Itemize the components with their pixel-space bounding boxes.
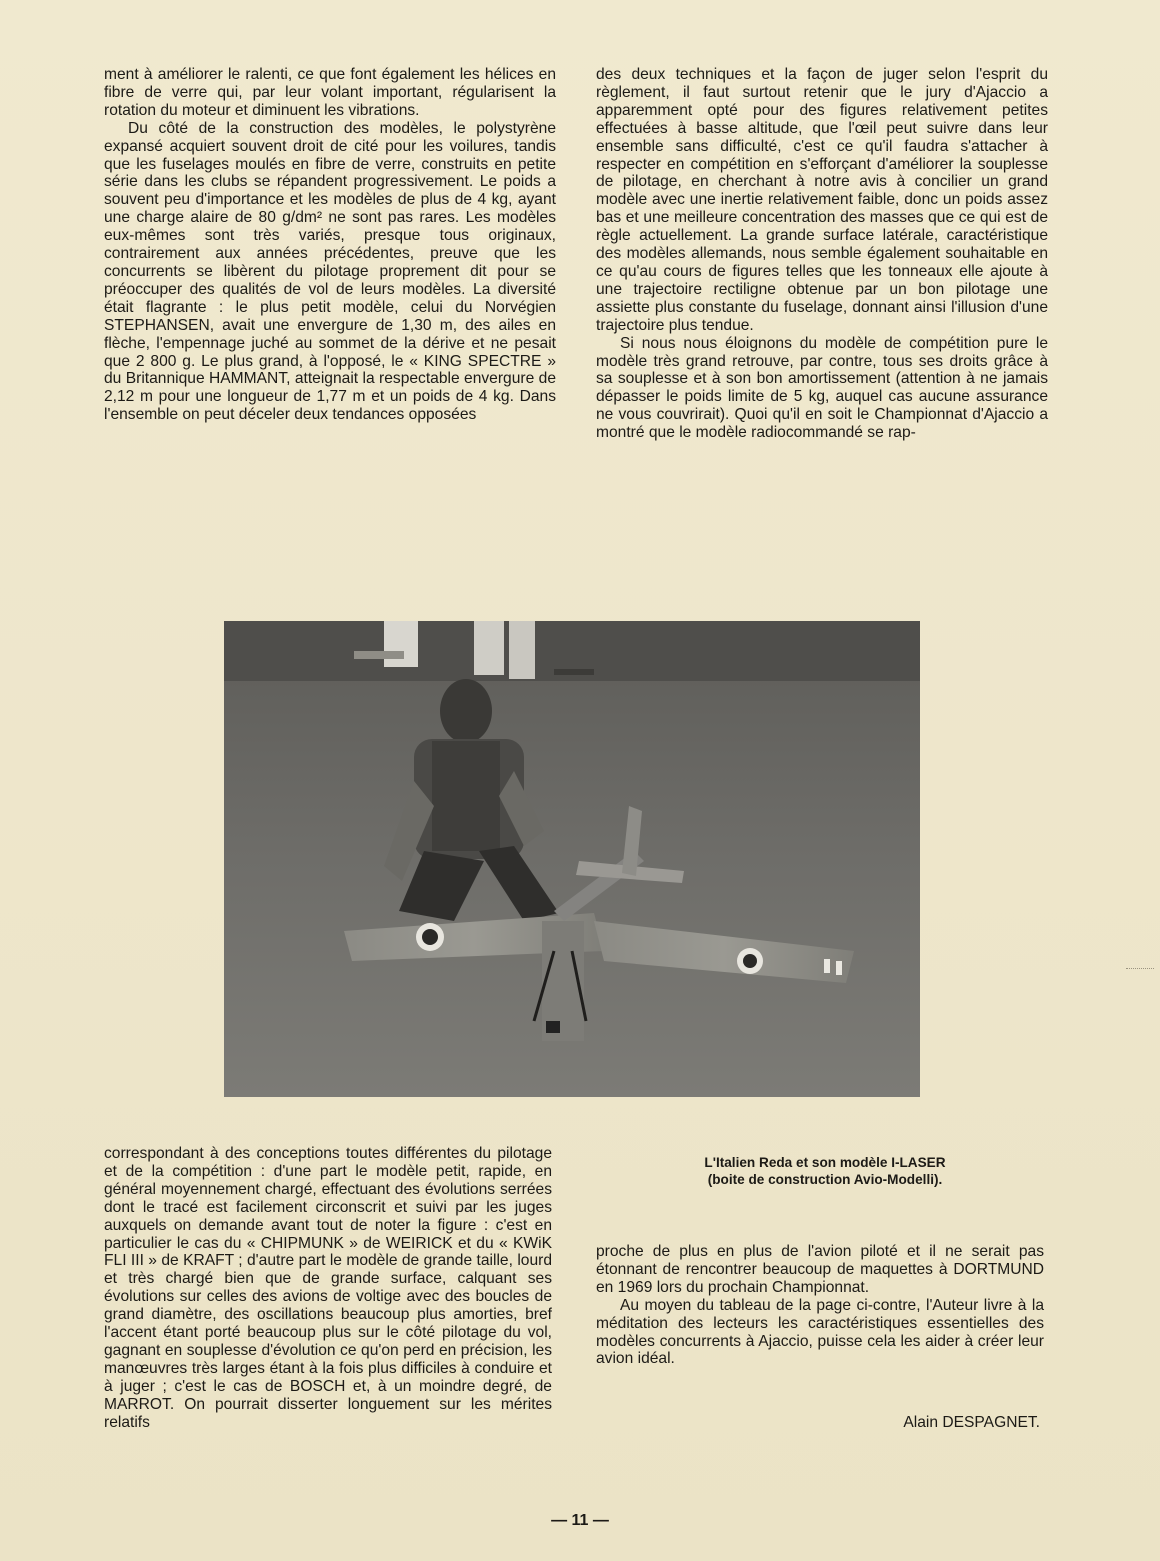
- article-column-left-bottom: [104, 1145, 552, 1432]
- article-column-left-top: [104, 66, 556, 424]
- photo-caption: [610, 1154, 1040, 1188]
- page-number: — 11 —: [551, 1512, 609, 1529]
- paragraph: Si nous nous éloignons du modèle de compétition pure le modèle très grand retrouve, par contre, tous ses droits grâce à sa souplesse et à son bon amortissement (attention à ne jamais dépasser le poids limite de 5 kg, auquel cas aucune assurance ne vous couvrirait). Quoi qu'il en soit le Championnat d'Ajaccio a montré que le modèle radiocommandé se rap-: [596, 334, 1048, 442]
- paragraph: des deux techniques et la façon de juger selon l'esprit du règlement, il faut surtout retenir que le jury d'Ajaccio a apparemment opté pour des figures relativement petites effectuées à basse altitude, que l'œil peut suivre dans leur ensemble sans difficulté, c'est ce qu'il faudra s'attacher à respecter en compétition en s'efforçant d'améliorer la souplesse de pilotage, en cherchant à notre avis à concilier un grand modèle avec une inertie relativement faible, donc un poids assez bas et une meilleure concentration des masses que ce qui est de règle actuellement. La grande surface latérale, caractéristique des modèles allemands, nous semble également souhaitable en ce qu'au cours de figures telles que les tonneaux elle ajoute à une trajectoire rectiligne obtenue par un bon pilotage une assiette plus constante du fuselage, donnant ainsi l'illusion d'une trajectoire plus tendue.: [596, 66, 1048, 334]
- paragraph: proche de plus en plus de l'avion piloté et il ne serait pas étonnant de rencontrer beaucoup de maquettes à DORTMUND en 1969 lors du prochain Championnat.: [596, 1243, 1044, 1296]
- margin-dots: [1126, 968, 1154, 969]
- paragraph: Au moyen du tableau de la page ci-contre, l'Auteur livre à la méditation des lecteurs les caractéristiques essentielles des modèles concurrents à Ajaccio, puisse cela les aider à créer leur avion idéal.: [596, 1296, 1044, 1368]
- article-column-right-bottom: [596, 1243, 1044, 1368]
- photo-pilot-with-model-plane: [224, 621, 920, 1097]
- article-column-right-top: [596, 66, 1048, 442]
- caption-line: (boite de construction Avio-Modelli).: [707, 1172, 943, 1187]
- caption-line: L'Italien Reda et son modèle I-LASER: [704, 1155, 946, 1170]
- paragraph: correspondant à des conceptions toutes différentes du pilotage et de la compétition : d'une part le modèle petit, rapide, en général moyennement chargé, effectuant des évolutions serrées dont le tracé est facilement circonscrit et suivi par les juges auxquels on demande avant tout de noter la figure : c'est en particulier le cas du « CHIPMUNK » de WEIRICK et du « KWiK FLI III » de KRAFT ; d'autre part le modèle de grande taille, lourd et très chargé bien que de grande surface, calquant ses évolutions sur celles des avions de voltige avec des boucles de grand diamètre, des oscillations beaucoup plus amorties, bref l'accent étant porté beaucoup plus sur le côté pilotage du vol, gagnant en souplesse d'évolution ce qu'on perd en précision, les manœuvres très larges étant à la fois plus difficiles à conduire et à juger ; c'est le cas de BOSCH et, à un moindre degré, de MARROT. On pourrait disserter longuement sur les mérites relatifs: [104, 1145, 552, 1431]
- paragraph: ment à améliorer le ralenti, ce que font également les hélices en fibre de verre qui, par leur volant important, régularisent la rotation du moteur et diminuent les vibrations.: [104, 66, 556, 119]
- author-signature: Alain DESPAGNET.: [903, 1414, 1040, 1431]
- paragraph: Du côté de la construction des modèles, le polystyrène expansé acquiert souvent droit de cité pour les voilures, tandis que les fuselages moulés en fibre de verre, construits en petite série dans les clubs se répandent progressivement. Le poids a souvent peu d'importance et les modèles de plus de 4 kg, ayant une charge alaire de 80 g/dm² ne sont pas rares. Les modèles eux-mêmes sont très variés, presque tous originaux, contrairement aux années précédentes, preuve que les concurrents se libèrent du pilotage proprement dit pour se préoccuper des qualités de vol de leurs modèles. La diversité était flagrante : le plus petit modèle, celui du Norvégien STEPHANSEN, avait une envergure de 1,30 m, des ailes en flèche, l'empennage juché au sommet de la dérive et ne pesait que 2 800 g. Le plus grand, à l'opposé, le « KING SPECTRE » du Britannique HAMMANT, atteignait la respectable envergure de 2,12 m pour une longueur de 1,77 m et un poids de 4 kg. Dans l'ensemble on peut déceler deux tendances opposées: [104, 119, 556, 424]
